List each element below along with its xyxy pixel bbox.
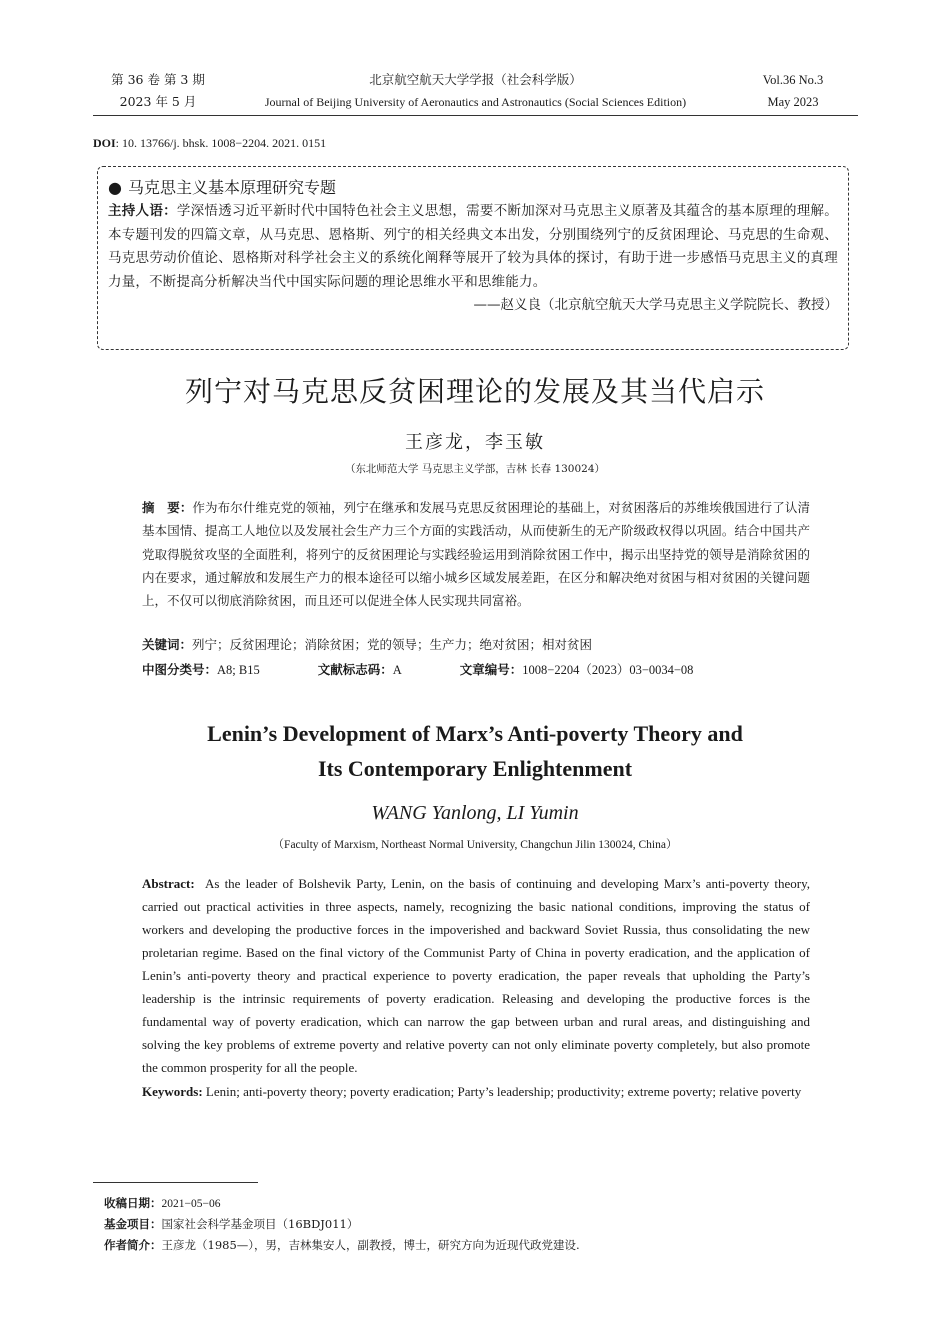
doi-line [93, 136, 326, 151]
footnote-fund [104, 1216, 358, 1232]
header-journal-en: Journal of Beijing University of Aeronautics and Astronautics (Social Sciences Edition) [264, 95, 687, 109]
clc-label: 中图分类号： [142, 662, 218, 677]
article-no-label: 文章编号： [459, 662, 523, 677]
header-date-en: May 2023 [767, 95, 819, 109]
authors-en: WANG Yanlong, LI Yumin [371, 802, 579, 824]
keywords-en-text: Lenin; anti-poverty theory; poverty eradication; Party’s leadership; productivity; extreme poverty; relative poverty [205, 1084, 802, 1099]
fund-label: 基金项目： [104, 1217, 162, 1231]
doc-code-value: A [392, 663, 402, 677]
header-volume-cn: 第 36 卷 第 3 期 [111, 72, 205, 87]
doc-code-label: 文献标志码： [317, 662, 393, 677]
topic-title: 马克思主义基本原理研究专题 [127, 178, 336, 197]
abstract-cn-text: 作为布尔什维克党的领袖，列宁在继承和发展马克思反贫困理论的基础上，对贫困落后的苏维埃俄国进行了认清基本国情、提高工人地位以及发展社会生产力三个方面的实践活动，从而使新生的无产阶级政权得以巩固。结合中国共产党取得脱贫攻坚的全面胜利，将列宁的反贫困理论与实践经验运用到消除贫困工作中，揭示出坚持党的领导是消除贫困的内在要求，通过解放和发展生产力的根本途径可以缩小城乡区域发展差距，在区分和解决绝对贫困与相对贫困的关键问题上，不仅可以彻底消除贫困，而且还可以促进全体人民实现共同富裕。 [142, 500, 810, 609]
keywords-en-label: Keywords: [142, 1084, 203, 1099]
abstract-cn-label: 摘 要： [142, 500, 193, 515]
header-journal-cn: 北京航空航天大学学报（社会科学版） [369, 72, 582, 87]
footnote-author [104, 1237, 580, 1253]
host-text: 学深悟透习近平新时代中国特色社会主义思想，需要不断加深对马克思主义原著及其蕴含的基本原理的理解。本专题刊发的四篇文章，从马克思、恩格斯、列宁的相关经典文本出发，分别围绕列宁的反贫困理论、马克思的生命观、马克思劳动价值论、恩格斯对科学社会主义的系统化阐释等展开了较为具体的探讨，有助于进一步感悟马克思主义的真理力量，不断提高分析解决当代中国实际问题的理论思维水平和思维能力。 [108, 203, 838, 290]
article-no-value: 1008−2204（2023）03−0034−08 [522, 663, 694, 677]
authors-cn: 王彦龙，李玉敏 [405, 432, 545, 453]
article-title-en [0, 716, 950, 786]
header-date-cn: 2023 年 5 月 [119, 94, 197, 109]
keywords-cn [142, 635, 810, 653]
fund-value: 国家社会科学基金项目（16BDJ011） [161, 1217, 359, 1231]
received-value: 2021−05−06 [161, 1198, 221, 1210]
abstract-en-text: As the leader of Bolshevik Party, Lenin, on the basis of continuing and developing Marx’s anti-poverty theory, carried out practical activities in three aspects, namely, recognizing the basic national conditions, improving the status of workers and developing the productive forces in the impoverished and backward Soviet Russia, thus consolidating the new proletarian regime. Based on the final victory of the Communist Party of China in poverty eradication, and the application of Lenin’s anti-poverty theory and practical experience to poverty eradication, the paper reveals that upholding the Party’s leadership is the intrinsic requirements of poverty eradication. Releasing and developing the productive forces is the fundamental way of poverty eradication, which can narrow the gap between urban and rural areas, and distinguishing and solving the key problems of extreme poverty and relative poverty can not only eliminate poverty completely, but also promote the common prosperity for all the people. [142, 876, 810, 1075]
author-bio-value: 王彦龙（1985—），男，吉林集安人，副教授，博士，研究方向为近现代政党建设. [161, 1238, 580, 1252]
footnote-received [104, 1195, 220, 1211]
header-row-en [93, 92, 858, 114]
abstract-en [142, 872, 810, 1079]
keywords-cn-text: 列宁；反贫困理论；消除贫困；党的领导；生产力；绝对贫困；相对贫困 [192, 637, 593, 652]
topic-title-row [108, 175, 838, 198]
bullet-icon: ● [108, 178, 122, 197]
header-volume-en: Vol.36 No.3 [762, 73, 824, 87]
keywords-en [142, 1080, 810, 1103]
host-label: 主持人语： [108, 203, 177, 219]
author-bio-label: 作者简介： [104, 1238, 162, 1252]
footnote-rule [93, 1182, 258, 1183]
abstract-en-label: Abstract: [142, 876, 195, 891]
doi-value: : 10. 13766/j. bhsk. 1008−2204. 2021. 0151 [115, 136, 327, 150]
abstract-cn [142, 496, 810, 612]
affiliation-en: （Faculty of Marxism, Northeast Normal University, Changchun Jilin 130024, China） [272, 839, 678, 851]
topic-box [97, 166, 849, 350]
affiliation-cn: （东北师范大学 马克思主义学部，吉林 长春 130024） [344, 463, 606, 475]
keywords-cn-label: 关键词： [142, 637, 193, 652]
title-en-line2: Its Contemporary Enlightenment [317, 756, 633, 781]
classification-line [142, 660, 810, 678]
header-row-cn [93, 70, 858, 92]
clc-value: A8; B15 [217, 663, 260, 677]
received-label: 收稿日期： [104, 1196, 162, 1210]
header-rule [93, 115, 858, 116]
doi-label: DOI [93, 136, 116, 150]
host-signature: ——赵义良（北京航空航天大学马克思主义学院院长、教授） [473, 297, 838, 313]
running-header [93, 70, 858, 114]
article-title-cn: 列宁对马克思反贫困理论的发展及其当代启示 [184, 375, 765, 408]
title-en-line1: Lenin’s Development of Marx’s Anti-poverty Theory and [207, 721, 743, 746]
host-remarks [108, 200, 838, 294]
